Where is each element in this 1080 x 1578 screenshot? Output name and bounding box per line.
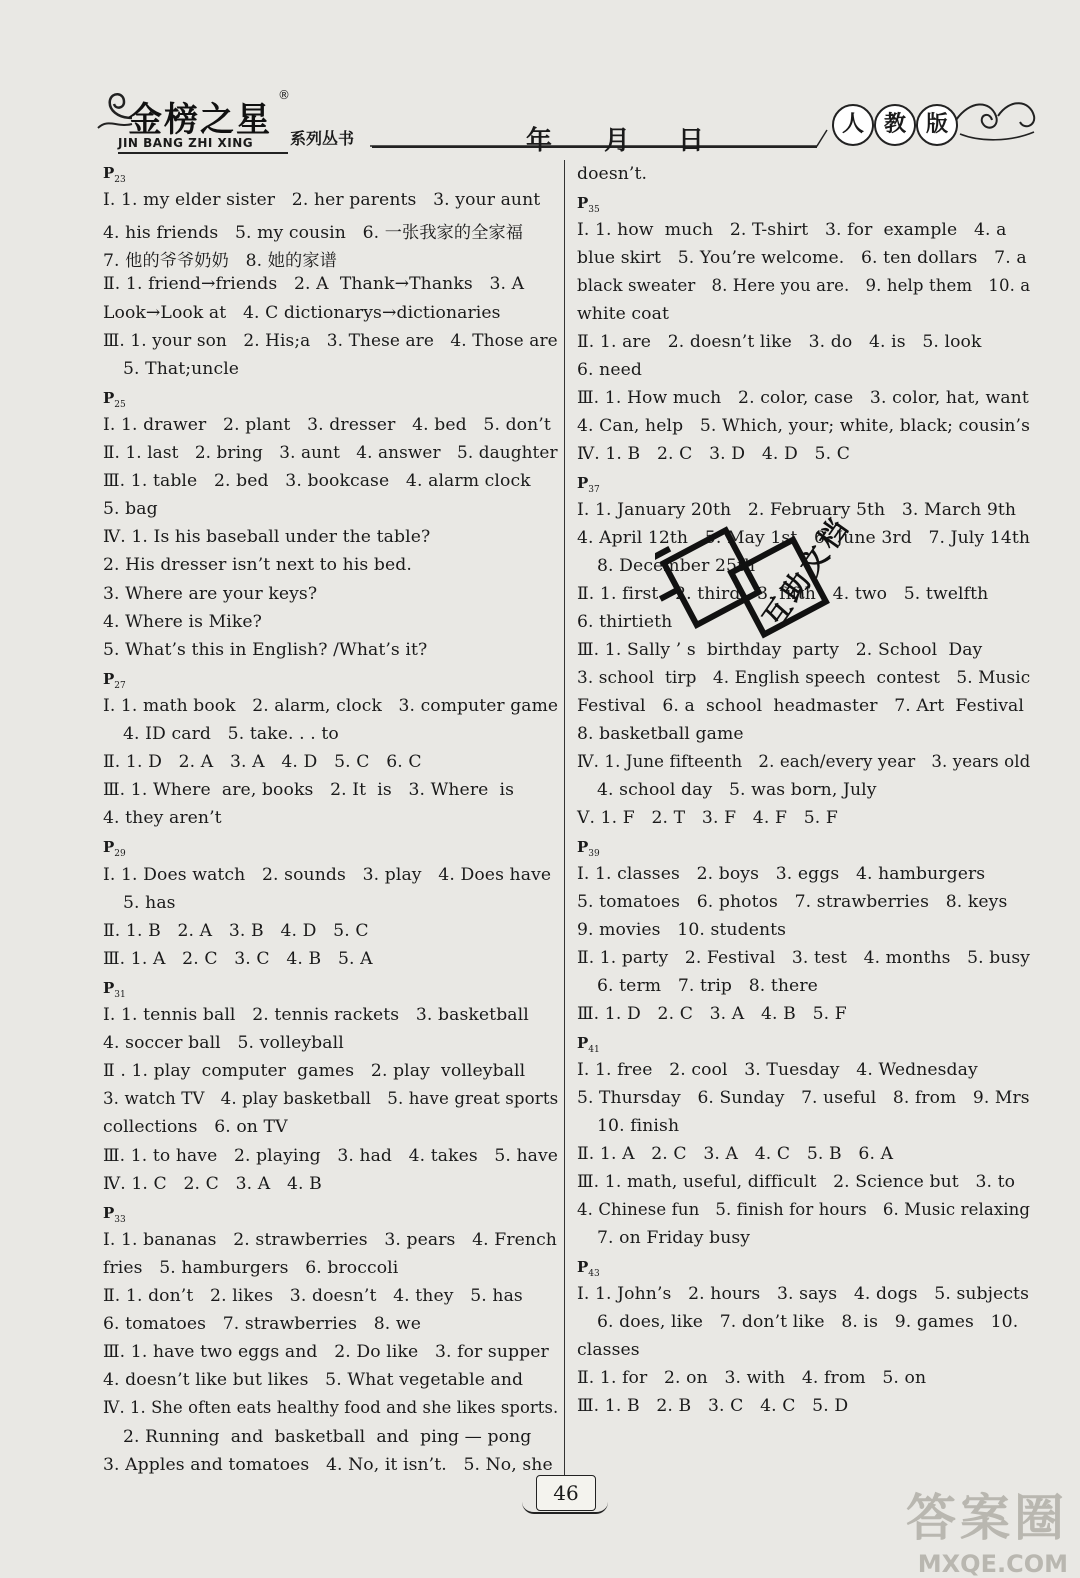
- section-page-number: 23: [114, 175, 126, 185]
- answer-line: 4. soccer ball 5. volleyball: [103, 1033, 344, 1054]
- answer-line: doesn’t.: [577, 164, 648, 184]
- answer-line: 4. school day 5. was born, July: [597, 780, 877, 800]
- date-day-label: 日: [678, 126, 705, 156]
- answer-line: Ⅱ. 1. party 2. Festival 3. test 4. months 5. busy: [577, 948, 1031, 968]
- answer-line: Ⅱ. 1. D 2. A 3. A 4. D 5. C 6. C: [103, 752, 422, 773]
- answer-line: Ⅱ. 1. first 2. third 3. fifth 4. two 5. twelfth: [577, 584, 989, 604]
- watermark-chinese: 答案圈: [906, 1489, 1068, 1547]
- section-page-number: 31: [114, 989, 126, 1000]
- answer-line: Ⅲ. 1. your son 2. His;a 3. These are 4. Those are: [103, 330, 558, 351]
- section-page-letter: P: [103, 978, 115, 997]
- brand-pinyin: JIN BANG ZHI XING: [118, 136, 254, 150]
- brand-title: 金榜之星: [128, 100, 272, 140]
- answer-line: 5. tomatoes 6. photos 7. strawberries 8. keys: [577, 892, 1008, 912]
- answer-line: collections 6. on TV: [103, 1117, 288, 1138]
- answer-line: 4. April 12th 5. May 1st 6. June 3rd 7. July 14th: [577, 528, 1031, 548]
- section-page-number: 27: [114, 680, 126, 691]
- section-page-label: [103, 979, 126, 1000]
- section-page-letter: P: [577, 838, 589, 856]
- answer-line: Ⅰ. 1. drawer 2. plant 3. dresser 4. bed 5. don’t: [103, 414, 551, 435]
- answer-line: 5. has: [123, 892, 176, 913]
- answer-line: Ⅳ. 1. Is his baseball under the table?: [103, 527, 431, 548]
- answer-line: 5. Thursday 6. Sunday 7. useful 8. from 9. Mrs: [577, 1088, 1030, 1108]
- section-page-label: [103, 164, 126, 185]
- answer-line: 6. does, like 7. don’t like 8. is 9. games 10.: [597, 1312, 1019, 1332]
- answer-line: 4. Can, help 5. Which, your; white, black; cousin’s: [577, 416, 1031, 436]
- answer-line: 4. his friends 5. my cousin 6. 一张我家的全家福: [103, 223, 524, 244]
- header-right-ornament: [950, 90, 1040, 146]
- section-page-number: 39: [588, 849, 600, 859]
- answer-line: 3. Where are your keys?: [103, 583, 318, 604]
- answer-line: 3. school tirp 4. English speech contest 5. Music: [577, 668, 1031, 688]
- answer-line: Ⅰ. 1. free 2. cool 3. Tuesday 4. Wednesday: [577, 1060, 978, 1080]
- answer-line: 2. His dresser isn’t next to his bed.: [103, 555, 412, 576]
- header-rule-left: [118, 152, 288, 154]
- answer-line: Ⅱ. 1. friend→friends 2. A Thank→Thanks 3. A: [103, 274, 525, 295]
- edition-badge-1: 人: [832, 104, 874, 146]
- section-page-number: 29: [114, 849, 126, 860]
- section-page-label: [577, 1034, 600, 1055]
- answer-line: 7. on Friday busy: [597, 1228, 751, 1248]
- answer-line: 4. ID card 5. take. . . to: [123, 724, 339, 744]
- section-page-letter: P: [577, 1034, 589, 1052]
- answer-line: Ⅰ. 1. January 20th 2. February 5th 3. March 9th: [577, 500, 1017, 520]
- section-page-letter: P: [103, 838, 115, 857]
- answer-line: blue skirt 5. You’re welcome. 6. ten dollars 7. a: [577, 248, 1027, 268]
- answer-line: 8. basketball game: [577, 724, 744, 744]
- section-page-label: [103, 389, 126, 410]
- section-page-number: 33: [114, 1214, 126, 1225]
- section-page-letter: P: [103, 164, 115, 182]
- answer-line: Ⅲ. 1. have two eggs and 2. Do like 3. for supper: [103, 1342, 549, 1363]
- section-page-number: 37: [588, 485, 600, 495]
- section-page-letter: P: [577, 194, 589, 212]
- answer-line: Look→Look at 4. C dictionarys→dictionaries: [103, 302, 501, 323]
- section-page-label: [103, 670, 126, 691]
- section-page-letter: P: [103, 1203, 115, 1222]
- answer-line: Ⅱ. 1. for 2. on 3. with 4. from 5. on: [577, 1368, 927, 1388]
- watermark-url: MXQE.COM: [917, 1550, 1068, 1578]
- date-year-label: 年: [526, 126, 553, 156]
- answer-line: 3. Apples and tomatoes 4. No, it isn’t. 5. No, she: [103, 1454, 553, 1475]
- answer-line: Ⅱ. 1. last 2. bring 3. aunt 4. answer 5. daughter: [103, 443, 558, 463]
- answer-line: 4. doesn’t like but likes 5. What vegetable and: [103, 1370, 524, 1391]
- answer-line: Ⅰ. 1. John’s 2. hours 3. says 4. dogs 5. subjects: [577, 1284, 1029, 1304]
- answer-line: 5. bag: [103, 499, 158, 520]
- section-page-label: [577, 838, 600, 859]
- answer-line: 10. finish: [597, 1116, 680, 1136]
- section-page-label: [103, 838, 126, 859]
- answer-line: Ⅰ. 1. how much 2. T-shirt 3. for example 4. a: [577, 220, 1007, 240]
- answer-line: classes: [577, 1340, 640, 1360]
- answer-line: Ⅳ. 1. She often eats healthy food and she likes sports.: [103, 1398, 559, 1419]
- date-month-label: 月: [604, 126, 631, 156]
- answer-line: Ⅱ . 1. play computer games 2. play volleyball: [103, 1061, 526, 1082]
- answer-line: 4. Where is Mike?: [103, 611, 262, 632]
- answer-line: Ⅴ. 1. F 2. T 3. F 4. F 5. F: [577, 808, 838, 828]
- edition-badge-3: 版: [916, 104, 958, 146]
- answer-line: 2. Running and basketball and ping — pong: [123, 1426, 532, 1447]
- registered-mark: ®: [278, 88, 290, 102]
- answer-line: Ⅰ. 1. my elder sister 2. her parents 3. your aunt: [103, 190, 541, 211]
- answer-line: Ⅱ. 1. are 2. doesn’t like 3. do 4. is 5. look: [577, 332, 982, 352]
- answer-line: Ⅲ. 1. A 2. C 3. C 4. B 5. A: [103, 948, 373, 969]
- answer-line: black sweater 8. Here you are. 9. help them 10. a: [577, 276, 1031, 296]
- answer-line: 7. 他的爷爷奶奶 8. 她的家谱: [103, 251, 337, 272]
- answer-line: 4. Chinese fun 5. finish for hours 6. Music relaxing: [577, 1200, 1031, 1220]
- answer-line: Ⅲ. 1. Sally ’ s birthday party 2. School Day: [577, 640, 983, 660]
- answer-line: 5. What’s this in English? /What’s it?: [103, 639, 428, 660]
- answer-line: fries 5. hamburgers 6. broccoli: [103, 1257, 399, 1278]
- answer-line: Ⅱ. 1. B 2. A 3. B 4. D 5. C: [103, 920, 369, 941]
- answer-line: Ⅰ. 1. math book 2. alarm, clock 3. computer game: [103, 695, 559, 716]
- section-page-letter: P: [577, 1258, 589, 1276]
- section-page-number: 35: [588, 205, 600, 215]
- watermark: [906, 1478, 1068, 1578]
- answer-line: Ⅳ. 1. B 2. C 3. D 4. D 5. C: [577, 444, 850, 464]
- section-page-label: [103, 1204, 126, 1225]
- section-page-label: [577, 474, 600, 495]
- answer-line: Ⅰ. 1. Does watch 2. sounds 3. play 4. Does have: [103, 864, 552, 885]
- answer-line: Ⅲ. 1. B 2. B 3. C 4. C 5. D: [577, 1396, 849, 1416]
- answer-line: Ⅲ. 1. Where are, books 2. It is 3. Where is: [103, 780, 515, 801]
- answer-line: Ⅲ. 1. table 2. bed 3. bookcase 4. alarm clock: [103, 471, 531, 492]
- answer-line: Ⅰ. 1. tennis ball 2. tennis rackets 3. basketball: [103, 1005, 529, 1025]
- answer-line: white coat: [577, 304, 669, 324]
- section-page-label: [577, 1258, 600, 1279]
- answer-line: Ⅳ. 1. C 2. C 3. A 4. B: [103, 1173, 322, 1194]
- edition-badge-2: 教: [874, 104, 916, 146]
- answer-line: 4. they aren’t: [103, 808, 222, 829]
- section-page-letter: P: [103, 669, 115, 688]
- answer-line: 6. need: [577, 360, 642, 380]
- answer-line: Ⅰ. 1. classes 2. boys 3. eggs 4. hamburgers: [577, 864, 986, 884]
- column-divider: [564, 160, 565, 1500]
- section-page-number: 25: [114, 399, 126, 410]
- answer-line: 9. movies 10. students: [577, 920, 787, 940]
- answer-line: Ⅱ. 1. don’t 2. likes 3. doesn’t 4. they 5. has: [103, 1286, 523, 1306]
- answer-line: 6. thirtieth: [577, 612, 673, 632]
- answer-line: Ⅳ. 1. June fifteenth 2. each/every year 3. years old: [577, 752, 1031, 772]
- answer-line: Ⅲ. 1. D 2. C 3. A 4. B 5. F: [577, 1004, 847, 1024]
- answer-line: Ⅱ. 1. A 2. C 3. A 4. C 5. B 6. A: [577, 1144, 894, 1164]
- stamp-text: 互助文档: [756, 510, 857, 634]
- page-number: 46: [536, 1475, 596, 1511]
- page-number-ornament: [522, 1502, 608, 1514]
- answer-line: 5. That;uncle: [123, 358, 240, 379]
- answer-line: Ⅲ. 1. math, useful, difficult 2. Science but 3. to: [577, 1172, 1016, 1192]
- answer-line: Ⅲ. 1. How much 2. color, case 3. color, hat, want: [577, 388, 1029, 408]
- section-page-letter: P: [103, 388, 115, 407]
- section-page-number: 41: [588, 1045, 600, 1055]
- answer-line: 6. tomatoes 7. strawberries 8. we: [103, 1314, 421, 1335]
- answer-line: Festival 6. a school headmaster 7. Art Festival: [577, 696, 1024, 716]
- section-page-label: [577, 194, 600, 215]
- series-label: 系列丛书: [290, 129, 355, 148]
- answer-line: Ⅰ. 1. bananas 2. strawberries 3. pears 4. French: [103, 1229, 557, 1250]
- answer-line: 8. December 25th: [597, 556, 756, 576]
- header-rule-swoosh: [290, 120, 830, 160]
- section-page-number: 43: [588, 1269, 600, 1279]
- answer-line: Ⅲ. 1. to have 2. playing 3. had 4. takes 5. have: [103, 1145, 558, 1166]
- section-page-letter: P: [577, 474, 589, 492]
- answer-line: 6. term 7. trip 8. there: [597, 976, 818, 996]
- answer-line: 3. watch TV 4. play basketball 5. have great sports: [103, 1089, 559, 1110]
